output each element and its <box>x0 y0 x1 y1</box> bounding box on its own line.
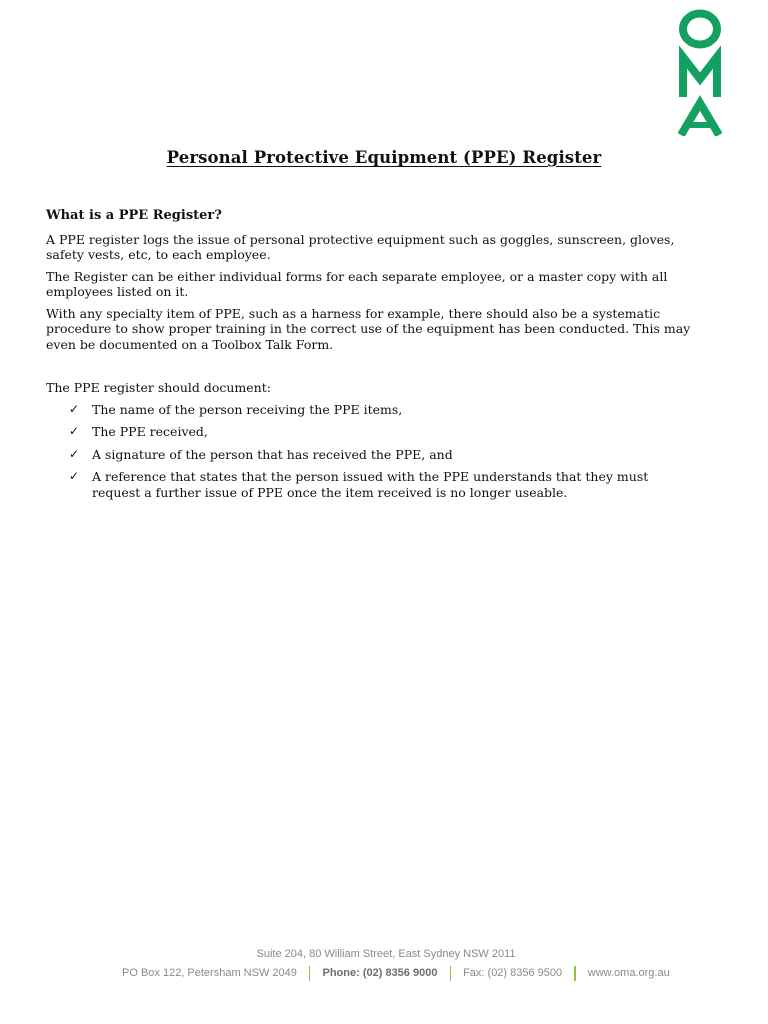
checkmark-icon: ✓ <box>69 469 80 483</box>
footer-website[interactable]: www.oma.org.au <box>587 967 670 980</box>
checkmark-icon: ✓ <box>69 401 80 416</box>
list-item <box>46 424 696 440</box>
paragraph-specialty-ppe: With any specialty item of PPE, such as a harness for example, there should also be a systematic procedure to show proper training in the correct use of the equipment has been conducted. This may even be documented on a Toolbox Talk Form. <box>46 305 691 352</box>
footer-fax: Fax: (02) 8356 9500 <box>463 967 563 980</box>
checkmark-icon: ✓ <box>69 424 80 438</box>
list-item <box>46 447 696 463</box>
document-body <box>46 208 726 507</box>
list-item-text: The PPE received, <box>92 424 208 439</box>
requirements-checklist <box>46 402 726 501</box>
spacer <box>46 358 726 380</box>
page-title: Personal Protective Equipment (PPE) Register <box>166 148 602 167</box>
oma-logo <box>678 8 722 136</box>
paragraph-definition: A PPE register logs the issue of personal protective equipment such as goggles, sunscreen, gloves, safety vests, etc, to each employee. <box>46 231 675 262</box>
footer <box>0 946 768 981</box>
footer-contacts <box>0 965 768 981</box>
list-item <box>46 402 696 418</box>
paragraph-register-forms: The Register can be either individual forms for each separate employee, or a master copy with all employees listed on it. <box>46 268 668 299</box>
divider <box>309 966 311 981</box>
footer-address: Suite 204, 80 William Street, East Sydney NSW 2011 <box>256 948 516 960</box>
list-item <box>46 469 696 500</box>
divider <box>450 966 452 981</box>
footer-po-box: PO Box 122, Petersham NSW 2049 <box>122 967 297 980</box>
footer-phone: Phone: (02) 8356 9000 <box>322 967 438 980</box>
list-intro: The PPE register should document: <box>46 380 271 395</box>
checkmark-icon: ✓ <box>69 446 80 461</box>
list-item-text: A signature of the person that has received the PPE, and <box>92 446 453 462</box>
list-item-text: A reference that states that the person issued with the PPE understands that they must request a further issue of PPE once the item received is no longer useable. <box>92 469 649 500</box>
list-item-text: The name of the person receiving the PPE items, <box>92 401 403 417</box>
divider <box>574 966 576 981</box>
section-heading: What is a PPE Register? <box>46 208 222 223</box>
